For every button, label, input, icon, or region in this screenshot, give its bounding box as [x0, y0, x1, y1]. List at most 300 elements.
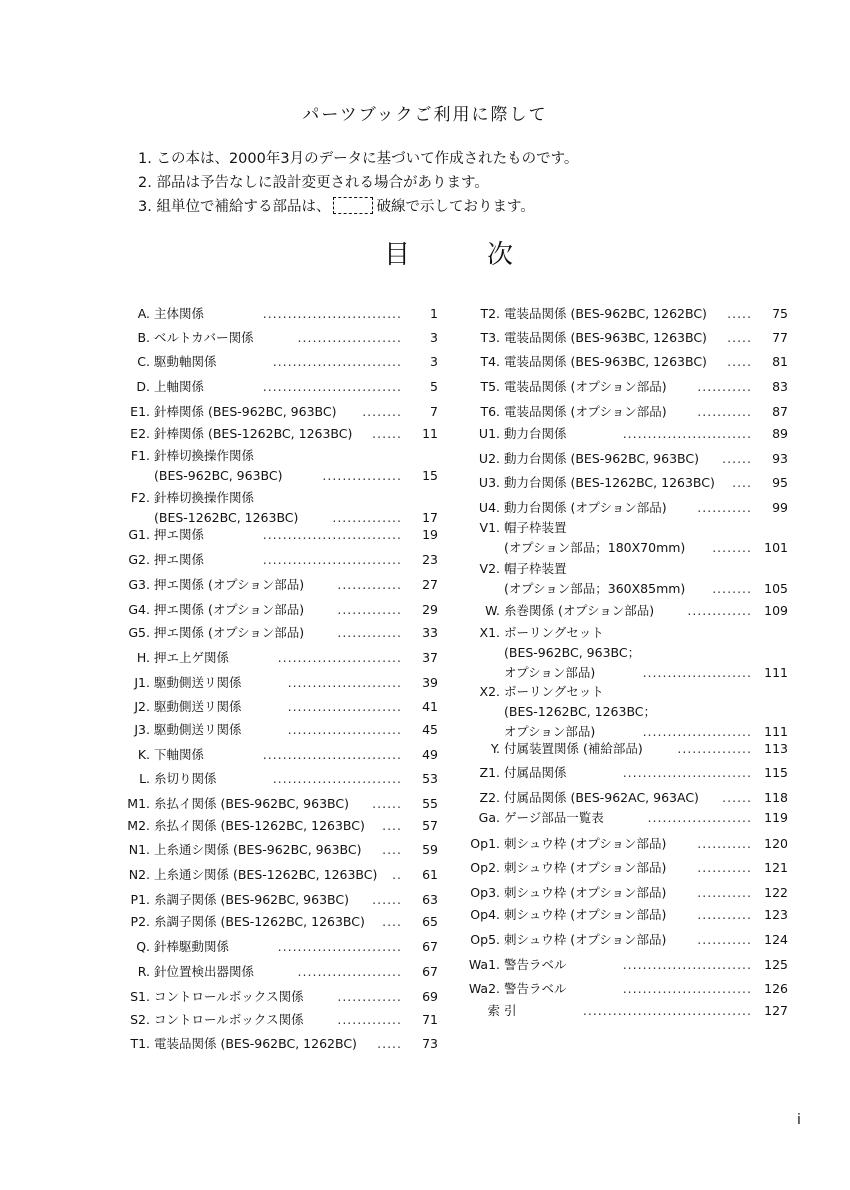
toc-entry-line — [112, 890, 440, 910]
note-1: 1. この本は、2000年3月のデータに基づいて作成されたものです。 — [138, 151, 579, 167]
toc-title: 押エ関係 (オプション部品) — [154, 577, 305, 592]
toc-title: 糸巻関係 (オプション部品) — [504, 603, 655, 618]
toc-page-number: 67 — [422, 939, 438, 954]
toc-entry-line — [458, 788, 790, 808]
toc-entry — [458, 559, 790, 599]
toc-page-number: 65 — [422, 914, 438, 929]
toc-title: 針棒切換操作関係 — [154, 490, 255, 505]
toc-leader-dots: .............. — [332, 510, 402, 525]
toc-page-number: 111 — [764, 665, 788, 680]
toc-entry-line — [112, 525, 440, 545]
toc-entry-line — [458, 328, 790, 348]
note-3-after: 破線で示しております。 — [376, 199, 535, 215]
toc-page-number: 123 — [764, 907, 788, 922]
toc-code: U4. — [478, 500, 500, 515]
toc-page-number: 19 — [422, 527, 438, 542]
toc-page-number: 83 — [772, 379, 788, 394]
toc-leader-dots: ..................... — [647, 810, 752, 825]
toc-code: B. — [137, 330, 150, 345]
toc-code: J2. — [134, 699, 150, 714]
toc-leader-dots: ............................ — [262, 747, 402, 762]
toc-leader-dots: ............. — [337, 625, 402, 640]
toc-title: 帽子枠装置 — [504, 520, 567, 535]
toc-page-number: 89 — [772, 426, 788, 441]
toc-leader-dots: .......................... — [272, 354, 402, 369]
toc-entry-line — [112, 840, 440, 860]
toc-leader-dots: ........... — [697, 932, 752, 947]
toc-title: 押エ関係 — [154, 552, 205, 567]
toc-title: 警告ラベル — [504, 981, 567, 996]
toc-title: 糸切り関係 — [154, 771, 217, 786]
toc-entry — [112, 352, 440, 372]
toc-code: Wa1. — [468, 957, 500, 972]
toc-title: 糸調子関係 (BES-962BC, 963BC) — [154, 892, 349, 907]
toc-entry-line — [458, 1001, 790, 1021]
toc-title: ボーリングセット — [504, 684, 604, 699]
toc-code: Ga. — [478, 810, 500, 825]
toc-page-number: 118 — [764, 790, 788, 805]
toc-title: 糸調子関係 (BES-1262BC, 1263BC) — [154, 914, 365, 929]
toc-page-number: 122 — [764, 885, 788, 900]
toc-entry-line — [458, 905, 790, 925]
toc-leader-dots: ......................... — [277, 650, 402, 665]
toc-title: 押エ関係 (オプション部品) — [154, 602, 305, 617]
toc-entry-line — [112, 648, 440, 668]
toc-page-number: 59 — [422, 842, 438, 857]
toc-entry-line — [112, 600, 440, 620]
toc-entry — [112, 328, 440, 348]
toc-page-number: 3 — [430, 354, 438, 369]
toc-leader-dots: .................................. — [582, 1003, 752, 1018]
toc-entry-line — [112, 304, 440, 324]
toc-entry — [112, 840, 440, 860]
toc-title: 押エ上ゲ関係 — [154, 650, 230, 665]
toc-code: U1. — [478, 426, 500, 441]
toc-code: P2. — [130, 914, 150, 929]
toc-page-number: 73 — [422, 1036, 438, 1051]
toc-entry — [112, 623, 440, 643]
toc-leader-dots: ........ — [362, 404, 402, 419]
toc-code: T4. — [480, 354, 500, 369]
toc-leader-dots: ..................... — [297, 964, 402, 979]
toc-title: 警告ラベル — [504, 957, 567, 972]
page-folio: i — [797, 1112, 801, 1128]
toc-code: N2. — [128, 867, 150, 882]
toc-leader-dots: .......................... — [622, 957, 752, 972]
toc-entry-line — [112, 912, 440, 932]
toc-leader-dots: .......................... — [622, 981, 752, 996]
toc-heading-2: 次 — [487, 240, 514, 270]
toc-code: T5. — [480, 379, 500, 394]
toc-code: U2. — [478, 451, 500, 466]
toc-leader-dots: ...... — [722, 790, 752, 805]
toc-page-number: 11 — [422, 426, 438, 441]
toc-entry-line — [112, 575, 440, 595]
toc-entry — [112, 697, 440, 717]
toc-title: 針位置検出器関係 — [154, 964, 255, 979]
toc-title: 刺シュウ枠 (オプション部品) — [504, 836, 667, 851]
usage-notes — [138, 147, 578, 219]
toc-leader-dots: .......................... — [272, 771, 402, 786]
toc-entry — [458, 623, 790, 683]
toc-entry-line — [458, 473, 790, 493]
toc-title: 刺シュウ枠 (オプション部品) — [504, 907, 667, 922]
toc-entry-line — [458, 858, 790, 878]
toc-entry-line — [458, 579, 790, 599]
toc-title: 駆動側送リ関係 — [154, 699, 242, 714]
toc-leader-dots: ........... — [697, 500, 752, 515]
toc-entry — [458, 473, 790, 493]
toc-page-number: 115 — [764, 765, 788, 780]
toc-page-number: 75 — [772, 306, 788, 321]
toc-title: 駆動側送リ関係 — [154, 722, 242, 737]
toc-code: N1. — [128, 842, 150, 857]
toc-page-number: 99 — [772, 500, 788, 515]
toc-code: G2. — [128, 552, 150, 567]
toc-page-number: 33 — [422, 625, 438, 640]
toc-entry — [112, 673, 440, 693]
toc-leader-dots: ............................ — [262, 306, 402, 321]
toc-entry-line — [458, 377, 790, 397]
toc-entry — [112, 550, 440, 570]
toc-code: M2. — [127, 818, 150, 833]
toc-code: Z1. — [479, 765, 500, 780]
toc-code: M1. — [127, 796, 150, 811]
toc-code: G4. — [128, 602, 150, 617]
toc-entry-line — [112, 816, 440, 836]
toc-leader-dots: .......................... — [622, 426, 752, 441]
toc-code: Q. — [136, 939, 150, 954]
toc-entry — [458, 955, 790, 975]
toc-leader-dots: ........... — [697, 404, 752, 419]
toc-code: U3. — [478, 475, 500, 490]
toc-code: Wa2. — [468, 981, 500, 996]
toc-entry — [458, 328, 790, 348]
toc-page-number: 126 — [764, 981, 788, 996]
toc-code: S1. — [130, 989, 150, 1004]
toc-leader-dots: ........... — [697, 885, 752, 900]
toc-code: D. — [136, 379, 150, 394]
toc-heading-1: 目 — [384, 240, 411, 270]
toc-entry — [112, 377, 440, 397]
toc-page-number: 71 — [422, 1012, 438, 1027]
toc-code: R. — [137, 964, 150, 979]
toc-code: G1. — [128, 527, 150, 542]
toc-leader-dots: ...................... — [642, 724, 752, 739]
toc-page-number: 29 — [422, 602, 438, 617]
toc-leader-dots: ......................... — [277, 939, 402, 954]
toc-entry-line — [112, 697, 440, 717]
toc-code: V1. — [479, 520, 500, 535]
toc-entry-line — [112, 466, 440, 486]
toc-leader-dots: .......................... — [622, 765, 752, 780]
toc-title: 帽子枠装置 — [504, 561, 567, 576]
toc-entry — [458, 788, 790, 808]
toc-title: 電装品関係 (BES-963BC, 1263BC) — [504, 330, 707, 345]
note-2: 2. 部品は予告なしに設計変更される場合があります。 — [138, 175, 489, 191]
toc-title: (BES-1262BC, 1263BC) — [154, 510, 299, 525]
toc-title: 刺シュウ枠 (オプション部品) — [504, 885, 667, 900]
toc-entry — [458, 352, 790, 372]
toc-page-number: 23 — [422, 552, 438, 567]
toc-leader-dots: ............. — [337, 577, 402, 592]
toc-code: 索 — [487, 1003, 500, 1018]
toc-entry — [112, 1034, 440, 1054]
toc-entry-line — [458, 424, 790, 444]
toc-entry-line — [112, 865, 440, 885]
toc-leader-dots: ............. — [337, 989, 402, 1004]
toc-entry-line — [112, 424, 440, 444]
toc-leader-dots: ........... — [697, 836, 752, 851]
toc-entry-line — [458, 834, 790, 854]
toc-entry-line — [112, 488, 440, 508]
toc-code: T1. — [130, 1036, 150, 1051]
toc-page-number: 111 — [764, 724, 788, 739]
toc-leader-dots: ....................... — [287, 675, 402, 690]
toc-title: 上軸関係 — [154, 379, 205, 394]
toc-entry-line — [458, 682, 790, 702]
toc-page-number: 7 — [430, 404, 438, 419]
toc-entry-line — [458, 930, 790, 950]
toc-entry — [112, 575, 440, 595]
toc-entry-line — [112, 769, 440, 789]
toc-page-number: 113 — [764, 741, 788, 756]
toc-entry — [112, 525, 440, 545]
toc-entry — [458, 518, 790, 558]
toc-entry — [458, 739, 790, 759]
toc-leader-dots: ............... — [677, 741, 752, 756]
toc-entry-line — [112, 328, 440, 348]
toc-title: 電装品関係 (オプション部品) — [504, 404, 667, 419]
toc-entry — [112, 912, 440, 932]
toc-entry-line — [458, 623, 790, 643]
page-title: パーツブックご利用に際して — [302, 105, 548, 125]
toc-title: 主体関係 — [154, 306, 205, 321]
toc-page-number: 3 — [430, 330, 438, 345]
toc-entry — [112, 816, 440, 836]
toc-page-number: 55 — [422, 796, 438, 811]
toc-entry-line — [458, 739, 790, 759]
toc-title: 電装品関係 (BES-962BC, 1262BC) — [504, 306, 707, 321]
toc-entry-line — [112, 937, 440, 957]
toc-entry — [458, 930, 790, 950]
toc-entry-line — [458, 538, 790, 558]
toc-page-number: 61 — [422, 867, 438, 882]
toc-page-number: 109 — [764, 603, 788, 618]
toc-title: 付属品関係 — [504, 765, 567, 780]
toc-leader-dots: .... — [732, 475, 752, 490]
toc-entry — [458, 304, 790, 324]
toc-entry — [458, 808, 790, 828]
toc-title: 付属装置関係 (補給部品) — [504, 741, 643, 756]
toc-leader-dots: .... — [382, 842, 402, 857]
toc-page-number: 127 — [764, 1003, 788, 1018]
toc-leader-dots: ............................ — [262, 379, 402, 394]
toc-entry-line — [458, 304, 790, 324]
toc-entry-line — [112, 794, 440, 814]
toc-entry — [458, 834, 790, 854]
toc-entry-line — [458, 643, 790, 663]
toc-code: J3. — [134, 722, 150, 737]
toc-entry-line — [458, 979, 790, 999]
toc-entry-line — [112, 987, 440, 1007]
toc-entry — [458, 682, 790, 742]
toc-code: T2. — [480, 306, 500, 321]
toc-title: (オプション部品；360X85mm) — [504, 581, 686, 596]
toc-entry-line — [458, 702, 790, 722]
toc-entry — [112, 745, 440, 765]
toc-title: 引 — [504, 1003, 517, 1018]
toc-entry — [112, 402, 440, 422]
toc-title: 糸払イ関係 (BES-962BC, 963BC) — [154, 796, 349, 811]
toc-title: 針棒駆動関係 — [154, 939, 230, 954]
toc-title: (オプション部品；180X70mm) — [504, 540, 686, 555]
toc-leader-dots: ............................ — [262, 527, 402, 542]
toc-code: E2. — [130, 426, 150, 441]
toc-code: G5. — [128, 625, 150, 640]
toc-page-number: 87 — [772, 404, 788, 419]
toc-page-number: 15 — [422, 468, 438, 483]
toc-code: X1. — [479, 625, 500, 640]
toc-title: 電装品関係 (BES-962BC, 1262BC) — [154, 1036, 357, 1051]
toc-leader-dots: ...... — [372, 426, 402, 441]
toc-title: 電装品関係 (オプション部品) — [504, 379, 667, 394]
toc-leader-dots: ..... — [377, 1036, 402, 1051]
toc-leader-dots: ........ — [712, 581, 752, 596]
toc-entry-line — [458, 559, 790, 579]
toc-entry-line — [112, 673, 440, 693]
toc-title: 上糸通シ関係 (BES-962BC, 963BC) — [154, 842, 362, 857]
toc-entry-line — [112, 962, 440, 982]
toc-entry-line — [112, 446, 440, 466]
toc-code: Op4. — [470, 907, 500, 922]
toc-page-number: 101 — [764, 540, 788, 555]
toc-leader-dots: ...... — [372, 892, 402, 907]
toc-title: 下軸関係 — [154, 747, 205, 762]
toc-code: Op2. — [470, 860, 500, 875]
toc-title: ベルトカバー関係 — [154, 330, 254, 345]
toc-title: 押エ関係 — [154, 527, 205, 542]
toc-title: ボーリングセット — [504, 625, 604, 640]
toc-code: X2. — [479, 684, 500, 699]
toc-title: 刺シュウ枠 (オプション部品) — [504, 860, 667, 875]
toc-title: 刺シュウ枠 (オプション部品) — [504, 932, 667, 947]
toc-page-number: 37 — [422, 650, 438, 665]
toc-leader-dots: ...... — [372, 796, 402, 811]
toc-leader-dots: ........ — [712, 540, 752, 555]
toc-entry-line — [112, 352, 440, 372]
toc-title: 動力台関係 (BES-962BC, 963BC) — [504, 451, 699, 466]
note-3-before: 3. 組単位で補給する部品は、 — [138, 199, 331, 215]
toc-code: F2. — [130, 490, 150, 505]
toc-leader-dots: ............. — [337, 602, 402, 617]
toc-entry-line — [458, 601, 790, 621]
toc-entry-line — [112, 402, 440, 422]
toc-entry-line — [458, 663, 790, 683]
toc-entry-line — [458, 883, 790, 903]
toc-title: 駆動側送リ関係 — [154, 675, 242, 690]
toc-title: 付属品関係 (BES-962AC, 963AC) — [504, 790, 699, 805]
toc-leader-dots: ............................ — [262, 552, 402, 567]
toc-page-number: 49 — [422, 747, 438, 762]
toc-title: 動力台関係 (オプション部品) — [504, 500, 667, 515]
toc-page-number: 45 — [422, 722, 438, 737]
toc-leader-dots: ............. — [687, 603, 752, 618]
toc-entry — [112, 424, 440, 444]
toc-code: Z2. — [479, 790, 500, 805]
toc-entry — [112, 890, 440, 910]
toc-entry — [112, 600, 440, 620]
toc-page-number: 67 — [422, 964, 438, 979]
toc-entry — [458, 377, 790, 397]
toc-title: 上糸通シ関係 (BES-1262BC, 1263BC) — [154, 867, 378, 882]
toc-page-number: 17 — [422, 510, 438, 525]
toc-entry — [112, 962, 440, 982]
toc-entry — [458, 858, 790, 878]
toc-leader-dots: ..... — [727, 306, 752, 321]
toc-entry-line — [112, 550, 440, 570]
toc-page-number: 57 — [422, 818, 438, 833]
toc-page-number: 39 — [422, 675, 438, 690]
toc-title: 針棒関係 (BES-1262BC, 1263BC) — [154, 426, 353, 441]
toc-entry — [112, 304, 440, 324]
toc-page-number: 27 — [422, 577, 438, 592]
toc-code: Op5. — [470, 932, 500, 947]
toc-code: V2. — [479, 561, 500, 576]
toc-title: コントロールボックス関係 — [154, 1012, 304, 1027]
toc-page-number: 125 — [764, 957, 788, 972]
toc-page-number: 1 — [430, 306, 438, 321]
toc-page-number: 119 — [764, 810, 788, 825]
toc-entry — [458, 402, 790, 422]
toc-code: C. — [137, 354, 150, 369]
toc-leader-dots: ........... — [697, 907, 752, 922]
toc-title: コントロールボックス関係 — [154, 989, 304, 1004]
toc-code: E1. — [130, 404, 150, 419]
toc-code: H. — [136, 650, 150, 665]
toc-leader-dots: ............. — [337, 1012, 402, 1027]
toc-entry-line — [458, 449, 790, 469]
toc-title: 動力台関係 — [504, 426, 567, 441]
toc-entry — [458, 979, 790, 999]
toc-entry-line — [112, 1034, 440, 1054]
toc-entry-line — [112, 377, 440, 397]
toc-page-number: 93 — [772, 451, 788, 466]
toc-entry — [458, 1001, 790, 1021]
toc-entry — [458, 905, 790, 925]
toc-title: (BES-962BC, 963BC； — [504, 645, 641, 660]
toc-code: P1. — [130, 892, 150, 907]
dashed-box-icon — [333, 197, 373, 214]
toc-entry-line — [458, 352, 790, 372]
toc-entry — [458, 763, 790, 783]
toc-page-number: 95 — [772, 475, 788, 490]
toc-page-number: 53 — [422, 771, 438, 786]
toc-entry-line — [458, 955, 790, 975]
toc-page-number: 63 — [422, 892, 438, 907]
toc-entry — [112, 769, 440, 789]
toc-entry — [112, 488, 440, 528]
toc-leader-dots: .. — [392, 867, 402, 882]
toc-entry — [112, 720, 440, 740]
toc-entry — [458, 883, 790, 903]
toc-entry — [112, 987, 440, 1007]
toc-code: K. — [137, 747, 150, 762]
toc-page-number: 81 — [772, 354, 788, 369]
toc-entry — [112, 648, 440, 668]
toc-title: ゲージ部品一覧表 — [504, 810, 604, 825]
toc-entry-line — [458, 808, 790, 828]
